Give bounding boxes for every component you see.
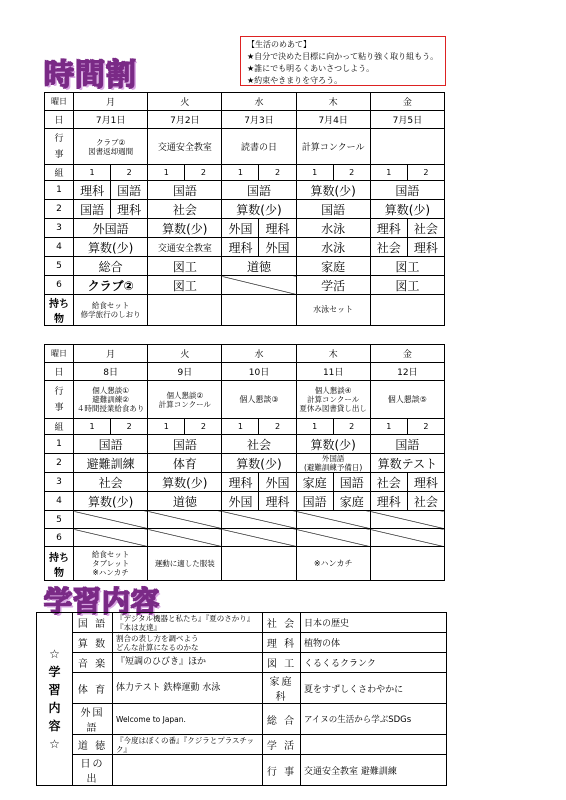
belongings-cell: 水泳セット [296, 295, 370, 326]
subject-cell: 水泳 [296, 219, 370, 238]
date-label: 日 [45, 363, 74, 381]
subject-name: 算 数 [73, 633, 113, 653]
subject-cell: 算数(少) [222, 454, 296, 473]
weekday: 木 [296, 345, 370, 363]
class-num: 1 [74, 165, 111, 181]
empty-period [296, 529, 370, 547]
subject-content: くるくるクランク [301, 653, 447, 673]
subject-cell: 社会 [222, 435, 296, 454]
goal-item: ★約束やきまりを守ろう。 [247, 76, 343, 85]
subject-content [301, 735, 447, 755]
subject-cell: 国語 [74, 200, 111, 219]
weekday: 水 [222, 93, 296, 111]
empty-period [296, 511, 370, 529]
subject-name: 体 育 [73, 673, 113, 704]
subject-content: 割合の表し方を調べよう どんな計算になるのかな [113, 633, 263, 653]
subject-cell: 理科 [370, 492, 407, 511]
subject-cell: 社会 [370, 473, 407, 492]
timetable-week1 [44, 92, 445, 326]
event-cell: 交通安全教室 [148, 129, 222, 165]
subject-name: 学 活 [263, 735, 301, 755]
event-label [45, 129, 74, 165]
subject-content: 『デジタル機器と私たち』『夏のさかり』 『本は友達』 [113, 613, 263, 633]
event-cell [370, 129, 444, 165]
date-cell: 10日 [222, 363, 296, 381]
event-cell: クラブ② 図書返却週間 [74, 129, 148, 165]
goal-item: ★誰にでも明るくあいさつしよう。 [247, 64, 375, 73]
class-num: 1 [296, 419, 333, 435]
subject-cell: 理科 [259, 492, 296, 511]
date-label: 日 [45, 111, 74, 129]
weekday: 木 [296, 93, 370, 111]
period-number: 1 [45, 181, 74, 200]
subject-content: 日本の歴史 [301, 613, 447, 633]
date-cell: 9日 [148, 363, 222, 381]
subject-cell: 国語 [148, 435, 222, 454]
subject-cell: 算数テスト [370, 454, 444, 473]
class-num: 2 [407, 165, 444, 181]
subject-cell: 国語 [74, 435, 148, 454]
empty-period [370, 529, 444, 547]
subject-name: 音 楽 [73, 653, 113, 673]
period-number: 3 [45, 473, 74, 492]
event-cell: 計算コンクール [296, 129, 370, 165]
weekday: 金 [370, 345, 444, 363]
subject-cell: 国語 [370, 181, 444, 200]
weekday: 水 [222, 345, 296, 363]
subject-cell: 図工 [370, 276, 444, 295]
subject-cell: 社会 [370, 238, 407, 257]
subject-cell: 外国 [222, 492, 259, 511]
event-label [45, 381, 74, 419]
empty-period [222, 511, 296, 529]
subject-content: 『短調のひびき』ほか [113, 653, 263, 673]
belongings-cell [222, 295, 296, 326]
subject-cell: 図工 [148, 257, 222, 276]
subject-cell: 理科 [74, 181, 111, 200]
side-char: 内 [48, 701, 61, 715]
event-cell: 個人懇談⑤ [370, 381, 444, 419]
class-num: 1 [222, 165, 259, 181]
subject-cell: 算数(少) [296, 181, 370, 200]
subject-cell: 算数(少) [370, 200, 444, 219]
subject-cell: クラブ② [74, 276, 148, 295]
subject-cell: 外国 [259, 238, 296, 257]
subject-content: 『今度はぼくの番』『クジラとプラスチック』 [113, 735, 263, 755]
class-label: 組 [45, 165, 74, 181]
subject-name: 社 会 [263, 613, 301, 633]
subject-content: Welcome to Japan. [113, 704, 263, 735]
empty-period [74, 511, 148, 529]
subject-cell: 総合 [74, 257, 148, 276]
date-cell: 7月3日 [222, 111, 296, 129]
empty-period [148, 529, 222, 547]
subject-name: 国 語 [73, 613, 113, 633]
class-num: 2 [111, 419, 148, 435]
subject-content: 体力テスト 鉄棒運動 水泳 [113, 673, 263, 704]
period-number: 2 [45, 200, 74, 219]
subject-cell: 交通安全教室 [148, 238, 222, 257]
period-number: 2 [45, 454, 74, 473]
belongings-cell: 給食セット 修学旅行のしおり [74, 295, 148, 326]
subject-cell: 体育 [148, 454, 222, 473]
weekday: 月 [74, 345, 148, 363]
study-title: 学習内容 [44, 585, 161, 618]
subject-cell: 社会 [74, 473, 148, 492]
side-char: 学 [48, 665, 61, 679]
goals-heading: 【生活のめあて】 [247, 40, 311, 49]
empty-period [74, 529, 148, 547]
subject-cell: 道徳 [222, 257, 296, 276]
subject-cell: 算数(少) [74, 238, 148, 257]
date-cell: 7月4日 [296, 111, 370, 129]
subject-cell: 国語 [333, 473, 370, 492]
date-cell: 7月5日 [370, 111, 444, 129]
class-num: 2 [185, 165, 222, 181]
subject-name: 行 事 [263, 755, 301, 786]
subject-cell: 算数(少) [74, 492, 148, 511]
event-cell: 個人懇談③ [222, 381, 296, 419]
event-label-2: 事 [54, 402, 64, 413]
belongings-cell [370, 295, 444, 326]
subject-name: 家庭科 [263, 673, 301, 704]
class-num: 2 [407, 419, 444, 435]
class-num: 2 [259, 419, 296, 435]
event-cell: 読書の日 [222, 129, 296, 165]
subject-cell: 国語 [222, 181, 296, 200]
subject-content [113, 755, 263, 786]
subject-cell: 理科 [222, 238, 259, 257]
side-char: 習 [48, 683, 61, 697]
date-cell: 7月2日 [148, 111, 222, 129]
period-number: 6 [45, 529, 74, 547]
class-num: 2 [185, 419, 222, 435]
date-cell: 12日 [370, 363, 444, 381]
period-number: 4 [45, 492, 74, 511]
weekday-label: 曜日 [45, 345, 74, 363]
subject-cell: 社会 [407, 492, 444, 511]
subject-cell: 国語 [148, 181, 222, 200]
subject-cell: 家庭 [296, 473, 333, 492]
class-num: 1 [148, 165, 185, 181]
period-number: 5 [45, 511, 74, 529]
class-num: 1 [74, 419, 111, 435]
event-cell: 個人懇談④ 計算コンクール 夏休み図書貸し出し [296, 381, 370, 419]
event-cell: 個人懇談② 計算コンクール [148, 381, 222, 419]
subject-cell: 算数(少) [148, 473, 222, 492]
weekday: 火 [148, 93, 222, 111]
weekday: 金 [370, 93, 444, 111]
event-cell: 個人懇談① 避難訓練② ４時間授業給食あり [74, 381, 148, 419]
subject-cell: 理科 [370, 219, 407, 238]
class-num: 1 [370, 165, 407, 181]
period-number: 5 [45, 257, 74, 276]
class-num: 2 [111, 165, 148, 181]
belongings-label: 持ち物 [45, 295, 74, 326]
class-num: 2 [259, 165, 296, 181]
subject-cell: 避難訓練 [74, 454, 148, 473]
study-side-label [37, 613, 73, 786]
class-num: 1 [370, 419, 407, 435]
subject-cell: 国語 [296, 200, 370, 219]
subject-cell: 家庭 [296, 257, 370, 276]
class-num: 2 [333, 419, 370, 435]
subject-name: 外国語 [73, 704, 113, 735]
life-goals-box [240, 36, 446, 86]
event-label-1: 行 [54, 133, 64, 144]
subject-name: 理 科 [263, 633, 301, 653]
weekday: 月 [74, 93, 148, 111]
empty-period [148, 511, 222, 529]
subject-cell: 国語 [370, 435, 444, 454]
class-num: 1 [296, 165, 333, 181]
subject-cell: 図工 [370, 257, 444, 276]
belongings-label: 持ち物 [45, 547, 74, 581]
subject-cell: 社会 [148, 200, 222, 219]
subject-cell: 理科 [222, 473, 259, 492]
subject-cell: 外国語 (避難訓練予備日) [296, 454, 370, 473]
subject-cell: 外国 [259, 473, 296, 492]
belongings-cell: 給食セット タブレット ※ハンカチ [74, 547, 148, 581]
event-label-1: 行 [54, 386, 64, 397]
belongings-cell: 運動に適した服装 [148, 547, 222, 581]
timetable-week2 [44, 344, 445, 581]
subject-cell: 理科 [259, 219, 296, 238]
subject-cell: 家庭 [333, 492, 370, 511]
empty-period [222, 529, 296, 547]
subject-cell: 算数(少) [148, 219, 222, 238]
subject-content: 植物の体 [301, 633, 447, 653]
subject-cell: 国語 [111, 181, 148, 200]
timetable-title: 時間割 [44, 58, 137, 93]
date-cell: 11日 [296, 363, 370, 381]
belongings-cell [370, 547, 444, 581]
class-num: 1 [222, 419, 259, 435]
event-label-2: 事 [54, 149, 64, 160]
subject-cell: 道徳 [148, 492, 222, 511]
subject-cell: 学活 [296, 276, 370, 295]
belongings-cell [222, 547, 296, 581]
goal-item: ★自分で決めた目標に向かって粘り強く取り組もう。 [247, 52, 439, 61]
date-cell: 8日 [74, 363, 148, 381]
subject-cell: 水泳 [296, 238, 370, 257]
study-content-table [36, 612, 447, 786]
subject-content: 交通安全教室 避難訓練 [301, 755, 447, 786]
subject-cell: 図工 [148, 276, 222, 295]
period-number: 3 [45, 219, 74, 238]
period-number: 1 [45, 435, 74, 454]
subject-name: 図 工 [263, 653, 301, 673]
class-num: 2 [333, 165, 370, 181]
subject-cell: 外国 [222, 219, 259, 238]
empty-period [222, 276, 296, 295]
subject-name: 日の出 [73, 755, 113, 786]
subject-cell: 算数(少) [222, 200, 296, 219]
subject-content: 夏をすずしくさわやかに [301, 673, 447, 704]
belongings-cell: ※ハンカチ [296, 547, 370, 581]
weekday: 火 [148, 345, 222, 363]
subject-cell: 理科 [407, 473, 444, 492]
class-num: 1 [148, 419, 185, 435]
subject-name: 道 徳 [73, 735, 113, 755]
period-number: 4 [45, 238, 74, 257]
subject-cell: 算数(少) [296, 435, 370, 454]
subject-name: 総 合 [263, 704, 301, 735]
empty-period [370, 511, 444, 529]
weekday-label: 曜日 [45, 93, 74, 111]
class-label: 組 [45, 419, 74, 435]
side-char: ☆ [49, 647, 60, 661]
subject-content: アイヌの生活から学ぶSDGs [301, 704, 447, 735]
period-number: 6 [45, 276, 74, 295]
subject-cell: 理科 [111, 200, 148, 219]
date-cell: 7月1日 [74, 111, 148, 129]
subject-cell: 理科 [407, 238, 444, 257]
side-char: 容 [48, 719, 61, 733]
subject-cell: 外国語 [74, 219, 148, 238]
subject-cell: 社会 [407, 219, 444, 238]
side-char: ☆ [49, 737, 60, 751]
belongings-cell [148, 295, 222, 326]
subject-cell: 国語 [296, 492, 333, 511]
